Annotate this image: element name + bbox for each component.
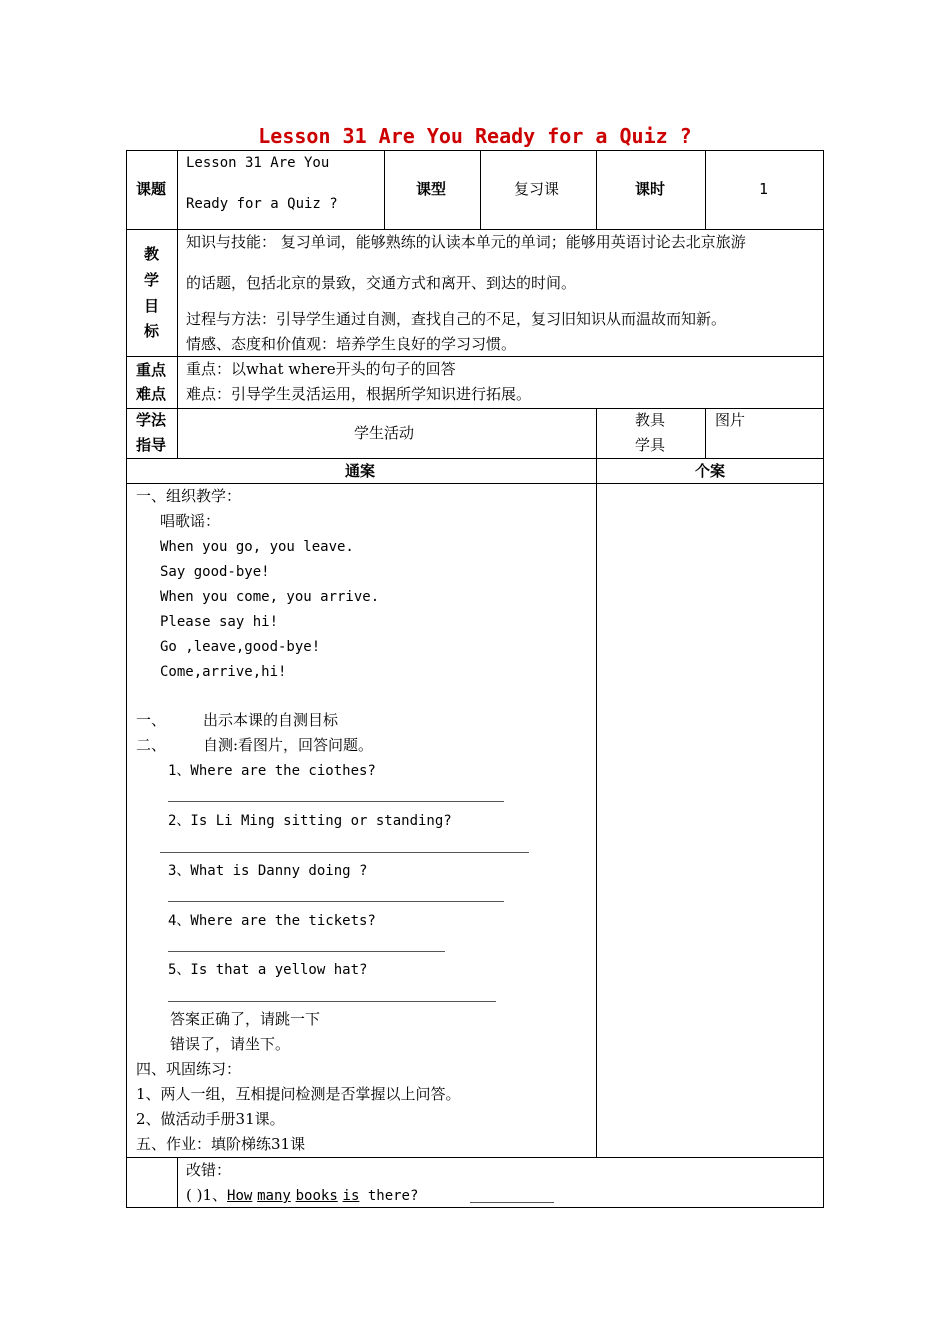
answer-blank (160, 852, 529, 853)
objective-knowledge-cont: 的话题，包括北京的景致，交通方式和离开、到达的时间。 (186, 274, 577, 292)
objective-knowledge: 知识与技能： 复习单词，能够熟练的认读本单元的单词；能够用英语讨论去北京旅游 (186, 233, 746, 251)
method-label: 学法 (136, 411, 167, 429)
table-border (823, 150, 824, 1208)
wrong-answer-note: 错误了，请坐下。 (170, 1035, 291, 1053)
objective-process: 过程与方法：引导学生通过自测，查找自己的不足，复习旧知识从而温故而知新。 (186, 310, 727, 328)
individual-plan-header: 个案 (695, 462, 726, 480)
table-border (126, 229, 824, 230)
quiz-question: 3、What is Danny doing ? (168, 863, 368, 879)
correct-answer-note: 答案正确了，请跳一下 (170, 1010, 321, 1028)
table-border (126, 408, 824, 409)
key-point: 重点：以what where开头的句子的回答 (186, 360, 456, 378)
objective-attitude: 情感、态度和价值观：培养学生良好的学习习惯。 (186, 335, 517, 353)
correction-label: 改错： (186, 1161, 232, 1179)
type-label: 课型 (416, 180, 447, 198)
objectives-label-char: 目 (144, 297, 160, 315)
section-number: 一、 (136, 711, 167, 729)
topic-value: Ready for a Quiz ? (186, 196, 338, 212)
section-heading: 自测:看图片，回答问题。 (203, 736, 374, 754)
underlined-word: is (342, 1188, 360, 1204)
objectives-label-char: 教 (144, 245, 160, 263)
song-line: Say good-bye! (160, 564, 270, 580)
period-label: 课时 (635, 180, 666, 198)
item-suffix: there? (359, 1188, 419, 1204)
table-border (596, 408, 597, 1158)
table-border (126, 150, 824, 151)
table-border (126, 1207, 824, 1208)
table-border (596, 150, 597, 230)
quiz-question: 2、Is Li Ming sitting or standing? (168, 813, 452, 829)
answer-blank (168, 801, 504, 802)
song-line: When you go, you leave. (160, 539, 354, 555)
practice-item: 1、两人一组，互相提问检测是否掌握以上问答。 (136, 1085, 461, 1103)
song-line: Please say hi! (160, 614, 279, 630)
table-border (126, 356, 824, 357)
topic-value: Lesson 31 Are You (186, 155, 330, 171)
table-border (126, 1157, 824, 1158)
difficult-point: 难点：引导学生灵活运用，根据所学知识进行拓展。 (186, 385, 532, 403)
underlined-word: How (227, 1188, 253, 1204)
section-heading: 一、组织教学： (136, 487, 242, 505)
section-heading: 四、巩固练习： (136, 1060, 242, 1078)
keypoints-label: 难点 (136, 385, 167, 403)
table-border (126, 483, 824, 484)
student-activity: 学生活动 (354, 424, 415, 442)
tools-value: 图片 (715, 411, 746, 429)
table-border (384, 150, 385, 230)
period-value: 1 (759, 180, 769, 198)
correction-item (186, 1186, 418, 1205)
answer-blank (470, 1202, 554, 1203)
page-title: Lesson 31 Are You Ready for a Quiz ? (258, 124, 692, 148)
table-border (126, 150, 127, 1208)
answer-blank (168, 901, 504, 902)
objectives-label-char: 学 (144, 271, 160, 289)
table-border (480, 150, 481, 230)
answer-blank (168, 951, 445, 952)
method-label: 指导 (136, 436, 167, 454)
song-line: When you come, you arrive. (160, 589, 380, 605)
type-value: 复习课 (514, 180, 560, 198)
song-line: Come,arrive,hi! (160, 664, 287, 680)
quiz-question: 1、Where are the ciothes? (168, 763, 376, 779)
tools-label: 学具 (635, 436, 666, 454)
tools-label: 教具 (635, 411, 666, 429)
topic-label: 课题 (136, 180, 167, 198)
song-label: 唱歌谣： (160, 512, 221, 530)
table-border (126, 458, 824, 459)
table-border (177, 150, 178, 459)
item-prefix: ( )1、 (186, 1186, 228, 1204)
keypoints-label: 重点 (136, 361, 167, 379)
section-number: 二、 (136, 736, 167, 754)
table-border (705, 408, 706, 459)
general-plan-header: 通案 (345, 462, 376, 480)
answer-blank (168, 1001, 496, 1002)
quiz-question: 5、Is that a yellow hat? (168, 962, 368, 978)
table-border (705, 150, 706, 230)
underlined-word: books (295, 1188, 338, 1204)
section-heading: 出示本课的自测目标 (203, 711, 339, 729)
song-line: Go ,leave,good-bye! (160, 639, 321, 655)
practice-item: 2、做活动手册31课。 (136, 1110, 285, 1128)
underlined-word: many (257, 1188, 291, 1204)
homework: 五、作业：填阶梯练31课 (136, 1135, 306, 1153)
quiz-question: 4、Where are the tickets? (168, 913, 376, 929)
table-border (177, 1157, 178, 1208)
objectives-label-char: 标 (144, 322, 160, 340)
